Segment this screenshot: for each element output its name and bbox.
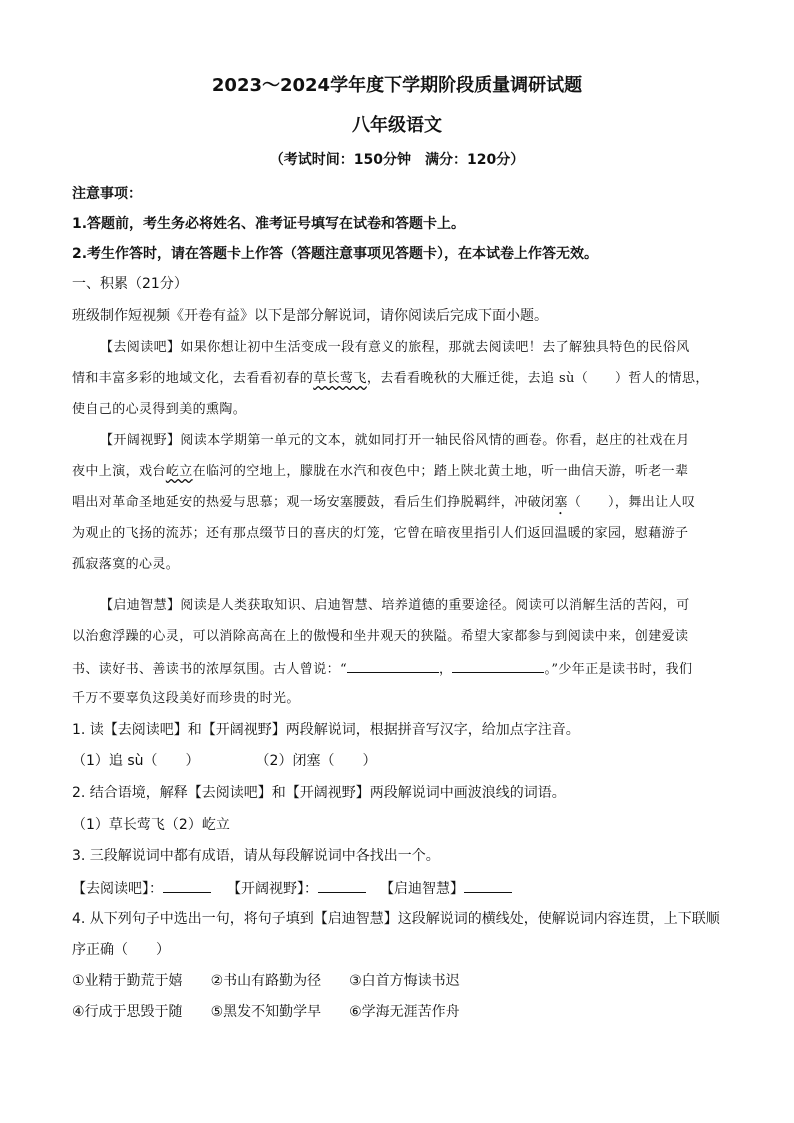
section-heading: 一、积累（21分） xyxy=(72,276,188,292)
passage3-line3-b: 。”少年正是读书时，我们 xyxy=(544,662,693,677)
passage2-line2-a: 夜中上演，戏台 xyxy=(72,464,166,479)
passage2-line4: 为观止的飞扬的流苏；还有那点缀节日的喜庆的灯笼，它曾在暗夜里指引人们返回温暖的家园，慰藉游子 xyxy=(72,526,689,541)
passage1-line3: 使自己的心灵得到美的熏陶。 xyxy=(72,402,247,417)
fill-blank-1[interactable] xyxy=(347,658,439,673)
question-2: 2. 结合语境，解释【去阅读吧】和【开阔视野】两段解说词中画波浪线的词语。 xyxy=(72,785,566,801)
exam-info: （考试时间：150分钟 满分：120分） xyxy=(269,152,525,168)
wavy-word-caozhangyingfei: 草长莺飞 xyxy=(313,371,367,386)
question-1-item-1: （1）追 sù（ ） xyxy=(72,753,200,769)
passage1-line2 xyxy=(72,369,722,389)
passage2-line2-b: 在临河的空地上，朦胧在水汽和夜色中；踏上陕北黄土地，听一曲信天游，听老一辈 xyxy=(192,464,689,479)
question-4-options-row2 xyxy=(72,1002,722,1022)
q3-label-b: 【开阔视野】： xyxy=(227,881,318,897)
option-3: ③白首方悔读书迟 xyxy=(349,973,460,989)
wavy-word-yili: 屹立 xyxy=(165,464,193,479)
question-1: 1. 读【去阅读吧】和【开阔视野】两段解说词，根据拼音写汉字，给加点字注音。 xyxy=(72,722,580,738)
note-item-2: 2.考生作答时，请在答题卡上作答（答题注意事项见答题卡），在本试卷上作答无效。 xyxy=(72,246,599,262)
option-2: ②书山有路勤为径 xyxy=(210,973,322,989)
q3-blank-a[interactable] xyxy=(163,878,211,893)
exam-title: 2023～2024学年度下学期阶段质量调研试题 xyxy=(211,75,583,96)
question-1-item-2: （2）闭塞（ ） xyxy=(255,753,377,769)
section-intro: 班级制作短视频《开卷有益》以下是部分解说词，请你阅读后完成下面小题。 xyxy=(72,308,548,324)
option-1: ①业精于勤荒于嬉 xyxy=(72,973,183,989)
option-5: ⑤黑发不知勤学早 xyxy=(210,1004,322,1020)
passage3-line2: 以治愈浮躁的心灵，可以消除高高在上的傲慢和坐井观天的狭隘。希望大家都参与到阅读中来，创建爱读 xyxy=(72,629,689,644)
q3-label-a: 【去阅读吧】： xyxy=(72,881,163,897)
dotted-char-se: 塞 xyxy=(554,495,568,510)
passage2-line5: 孤寂落寞的心灵。 xyxy=(72,557,180,572)
option-6: ⑥学海无涯苦作舟 xyxy=(349,1004,460,1020)
passage3-line4: 千万不要辜负这段美好而珍贵的时光。 xyxy=(72,691,300,706)
passage2-line3 xyxy=(72,493,722,518)
q3-blank-c[interactable] xyxy=(464,878,512,893)
question-2-items: （1）草长莺飞（2）屹立 xyxy=(72,817,230,833)
passage3-line3-a: 书、读好书、善读书的浓厚氛围。古人曾说：“ xyxy=(72,662,348,677)
passage3-line3 xyxy=(72,658,722,680)
question-3: 3. 三段解说词中都有成语，请从每段解说词中各找出一个。 xyxy=(72,848,440,864)
fill-blank-2[interactable] xyxy=(452,658,544,673)
question-4-line1: 4. 从下列句子中选出一句，将句子填到【启迪智慧】这段解说词的横线处，使解说词内容连贯，上下联顺 xyxy=(72,911,720,927)
passage3-line3-mid: ， xyxy=(439,662,453,677)
notes-heading: 注意事项： xyxy=(72,186,142,202)
passage1-line1: 【去阅读吧】如果你想让初中生活变成一段有意义的旅程，那就去阅读吧！去了解独具特色的民俗风 xyxy=(100,340,690,355)
passage3-line1: 【启迪智慧】阅读是人类获取知识、启迪智慧、培养道德的重要途径。阅读可以消解生活的苦闷，可 xyxy=(100,598,690,613)
passage1-line2-a: 情和丰富多彩的地域文化，去看看初春的 xyxy=(72,371,314,386)
question-3-blanks xyxy=(72,878,722,899)
exam-subtitle: 八年级语文 xyxy=(352,115,442,136)
passage1-line2-b: ，去看看晚秋的大雁迁徙，去追 sù（ ）哲人的情思， xyxy=(366,371,709,386)
q3-blank-b[interactable] xyxy=(318,878,366,893)
passage2-line1: 【开阔视野】阅读本学期第一单元的文本，就如同打开一轴民俗风情的画卷。你看，赵庄的社戏在月 xyxy=(100,433,690,448)
option-4: ④行成于思毁于随 xyxy=(72,1004,183,1020)
passage2-line2 xyxy=(72,462,722,482)
note-item-1: 1.答题前，考生务必将姓名、准考证号填写在试卷和答题卡上。 xyxy=(72,216,466,232)
q3-label-c: 【启迪智慧】 xyxy=(380,881,464,897)
question-4-line2: 序正确（ ） xyxy=(72,942,170,958)
passage2-line3-a: 唱出对革命圣地延安的热爱与思慕；观一场安塞腰鼓，看后生们挣脱羁绊，冲破闭 xyxy=(72,495,555,510)
question-1-items xyxy=(72,751,722,771)
question-4-options-row1 xyxy=(72,971,722,991)
passage2-line3-b: （ ），舞出让人叹 xyxy=(567,495,696,510)
